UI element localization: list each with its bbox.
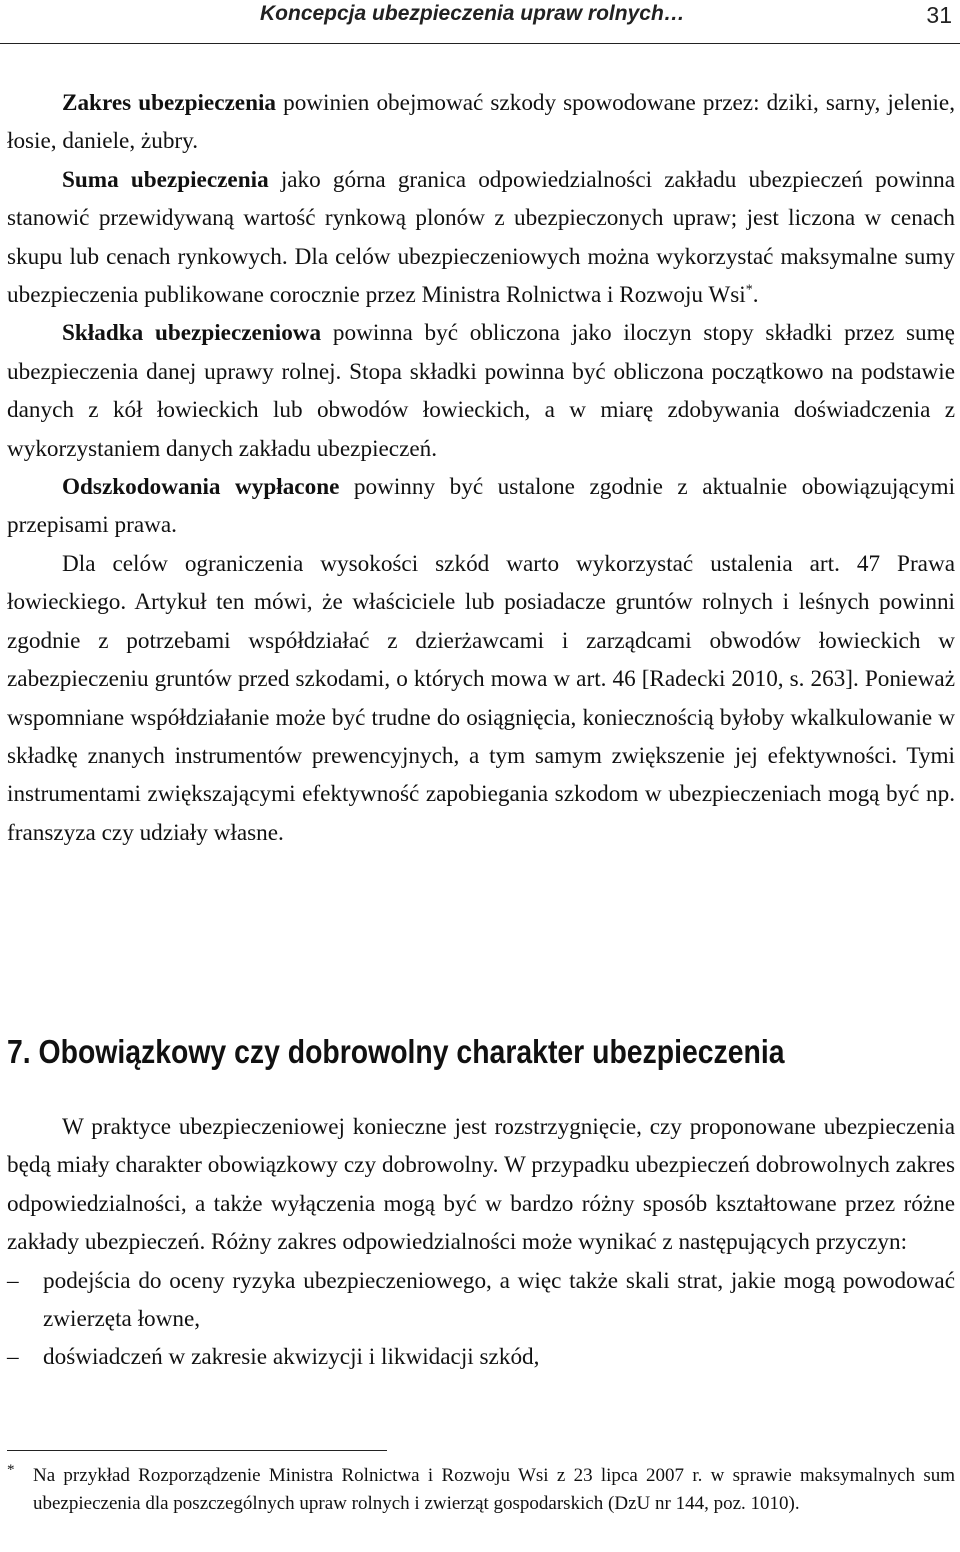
- section-body: [7, 1108, 955, 1377]
- paragraph-text: powinna być obliczona jako iloczyn stopy składki przez sumę ubezpieczenia danej uprawy rolnej. Stopa składki powinna być obliczona początkowo na podstawie danych z kół łowieckich lub obwodów łowieckich, a w miarę zdobywania doświadczenia z wykorzystaniem danych zakładu ubezpieczeń.: [7, 320, 955, 462]
- paragraph-suma: [7, 161, 955, 315]
- footnote-reference[interactable]: *: [745, 282, 753, 298]
- paragraph-text: powinien obejmować szkody spowodowane przez: dziki, sarny, jelenie, łosie, daniele, żubry.: [7, 90, 955, 155]
- term-suma-ubezpieczenia: Suma ubezpieczenia: [62, 166, 269, 193]
- section-heading: 7. Obowiązkowy czy dobrowolny charakter ubezpieczenia: [7, 1033, 785, 1070]
- term-zakres-ubezpieczenia: Zakres ubezpieczenia: [62, 90, 277, 116]
- footnote-text: Na przykład Rozporządzenie Ministra Rolnictwa i Rozwoju Wsi z 23 lipca 2007 r. w sprawie maksymalnych sum ubezpieczenia dla poszczególnych upraw rolnych i zwierząt gospodarskich (DzU nr 144, poz. 1010).: [33, 1465, 955, 1514]
- footnote: [7, 1462, 955, 1518]
- paragraph-skladka: [7, 314, 955, 468]
- list-item: [7, 1338, 955, 1376]
- paragraph-odszkodowania: [7, 468, 955, 545]
- paragraph-text-end: .: [752, 282, 759, 309]
- list-item-text: doświadczeń w zakresie akwizycji i likwidacji szkód,: [43, 1344, 540, 1371]
- running-header: [0, 0, 960, 44]
- dash-bullet: –: [7, 1344, 19, 1371]
- paragraph-text: jako górna granica odpowiedzialności zakładu ubezpieczeń powinna stanowić przewidywaną wartość rynkową plonów z ubezpieczonych upraw; jest liczona w cenach skupu lub cenach rynkowych. Dla celów ubezpieczeniowych można wykorzystać maksymalne sumy ubezpieczenia publikowane corocznie przez Ministra Rolnictwa i Rozwoju Wsi: [7, 166, 956, 309]
- paragraph-zakres: [7, 84, 955, 161]
- page-number: 31: [926, 2, 952, 28]
- body-text: [7, 84, 955, 852]
- paragraph-ograniczenia: Dla celów ograniczenia wysokości szkód warto wykorzystać ustalenia art. 47 Prawa łowieckiego. Artykuł ten mówi, że właściciele lub posiadacze gruntów rolnych i leśnych powinni zgodnie z potrzebami współdziałać z dzierżawcami i zarządcami obwodów łowieckich w zabezpieczeniu gruntów przed szkodami, o których mowa w art. 46 [Radecki 2010, s. 263]. Ponieważ wspomniane współdziałanie może być trudne do osiągnięcia, koniecznością byłoby wkalkulowanie w składkę znanych instrumentów prewencyjnych, a tym samym zwiększenie jej efektywności. Tymi instrumentami zwiększającymi efektywność zapobiegania szkodom w ubezpieczeniach mogą być np. franszyza czy udziały własne.: [7, 550, 955, 846]
- dash-bullet: –: [7, 1267, 19, 1294]
- footnote-mark: *: [7, 1462, 15, 1478]
- term-skladka-ubezpieczeniowa: Składka ubezpieczeniowa: [62, 320, 322, 347]
- list-item-text: podejścia do oceny ryzyka ubezpieczeniowego, a więc także skali strat, jakie mogą powodować zwierzęta łowne,: [43, 1267, 955, 1333]
- running-header-title: Koncepcja ubezpieczenia upraw rolnych…: [260, 2, 685, 25]
- paragraph-text: powinny być ustalone zgodnie z aktualnie obowiązującymi przepisami prawa.: [7, 474, 956, 539]
- section-intro-paragraph: W praktyce ubezpieczeniowej konieczne jest rozstrzygnięcie, czy proponowane ubezpieczenia będą miały charakter obowiązkowy czy dobrowolny. W przypadku ubezpieczeń dobrowolnych zakres odpowiedzialności, a także wyłączenia mogą być w bardzo różny sposób kształtowane przez różne zakłady ubezpieczeń. Różny zakres odpowiedzialności może wynikać z następujących przyczyn:: [7, 1114, 955, 1256]
- list-item: [7, 1262, 955, 1339]
- term-odszkodowania-wyplacone: Odszkodowania wypłacone: [62, 474, 340, 501]
- reasons-list: [7, 1262, 955, 1377]
- footnote-separator: [7, 1450, 387, 1451]
